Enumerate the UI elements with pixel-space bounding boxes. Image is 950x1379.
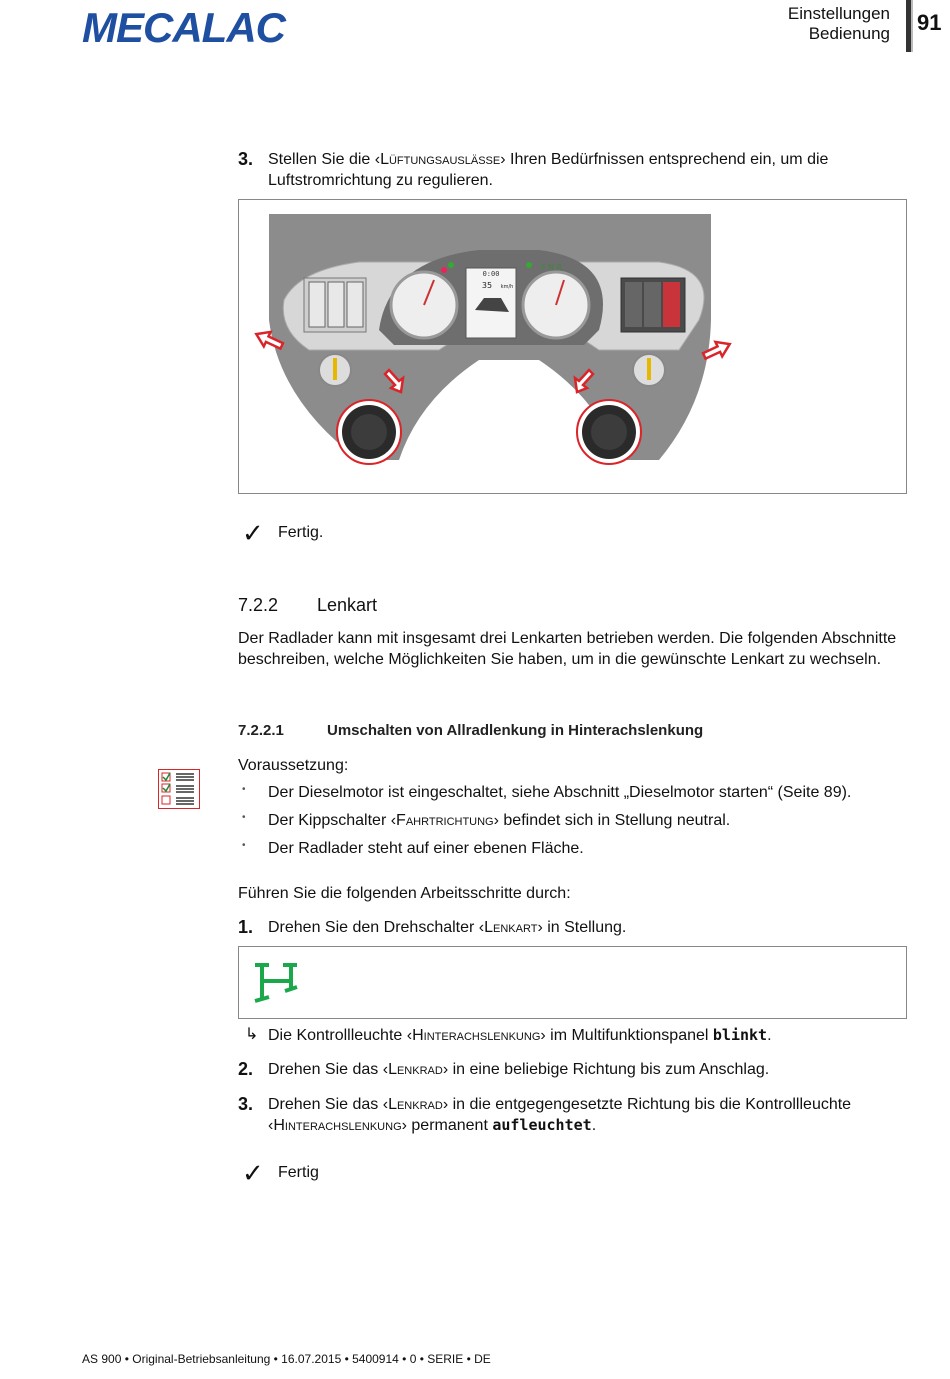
result-text: Die Kontrollleuchte ‹Hinterachslenkung› im Multifunktionspanel blinkt. bbox=[268, 1026, 772, 1044]
step-1: 1. Drehen Sie den Drehschalter ‹Lenkart› in Stellung. bbox=[238, 917, 627, 937]
done-text: Fertig. bbox=[278, 524, 324, 541]
subsection-title: Umschalten von Allradlenkung in Hinterachslenkung bbox=[327, 722, 704, 739]
done-text: Fertig bbox=[278, 1164, 319, 1181]
intro-text: Führen Sie die folgenden Arbeitsschritte durch: bbox=[238, 885, 571, 902]
header-divider-shadow bbox=[911, 0, 913, 52]
step-number: 2. bbox=[238, 1059, 254, 1079]
step-2: 2. Drehen Sie das ‹Lenkrad› in eine beliebige Richtung bis zum Anschlag. bbox=[238, 1059, 770, 1079]
step-3: 3. Drehen Sie das ‹Lenkrad› in die entgegengesetzte Richtung bis die Kontrollleuchte ‹Hinterachslenkung› permanent aufleuchtet. bbox=[238, 1094, 852, 1134]
header-title bbox=[788, 4, 890, 44]
header-chapter: Einstellungen bbox=[787, 4, 890, 23]
checklist-icon bbox=[158, 769, 200, 814]
step-3-ventilation: 3. Stellen Sie die ‹Lüftungsauslässe› Ihren Bedürfnissen entsprechend ein, um die Luftstromrichtung zu regulieren. bbox=[238, 149, 829, 189]
display-time: 0:00 bbox=[482, 270, 500, 278]
prereq-item: Der Kippschalter ‹Fahrtrichtung› befindet sich in Stellung neutral. bbox=[268, 812, 731, 829]
mecalac-logo bbox=[82, 6, 287, 55]
bullet: • bbox=[242, 812, 246, 823]
section-title: Lenkart bbox=[317, 595, 378, 615]
rear-axle-steering-icon bbox=[251, 959, 301, 1009]
section-number: 7.2.2 bbox=[238, 595, 279, 615]
svg-text:MECALAC: MECALAC bbox=[82, 6, 285, 50]
subsection-number: 7.2.2.1 bbox=[238, 722, 284, 739]
checkmark-icon: ✓ bbox=[242, 518, 264, 548]
prereq-label: Voraussetzung: bbox=[238, 757, 349, 774]
control-name: Lüftungsauslässe bbox=[380, 151, 501, 168]
display-speed: 35 bbox=[481, 281, 493, 290]
step-number: 3. bbox=[238, 149, 254, 169]
checkmark-icon: ✓ bbox=[242, 1158, 264, 1188]
control-name: Lenkrad bbox=[388, 1061, 443, 1078]
page-number: 91 bbox=[917, 10, 942, 35]
prereq-item: Der Radlader steht auf einer ebenen Fläche. bbox=[268, 840, 584, 857]
dashboard-figure bbox=[238, 199, 907, 494]
section-body: Der Radlader kann mit insgesamt drei Lenkarten betrieben werden. Die folgenden Abschnitte beschreiben, welche Möglichkeiten Sie haben, um in die gewünschte Lenkart zu wechseln. bbox=[238, 630, 897, 668]
bullet: • bbox=[242, 784, 246, 795]
footer: AS 900 • Original-Betriebsanleitung • 16.07.2015 • 5400914 • 0 • SERIE • DE bbox=[82, 1352, 491, 1366]
display-unit: km/h bbox=[500, 284, 514, 290]
result-arrow-icon: ↳ bbox=[245, 1026, 259, 1043]
prereq-item: Der Dieselmotor ist eingeschaltet, siehe Abschnitt „Dieselmotor starten“ (Seite 89). bbox=[268, 784, 852, 801]
bullet: • bbox=[242, 840, 246, 851]
control-name: Lenkart bbox=[484, 919, 538, 936]
step-number: 1. bbox=[238, 917, 254, 937]
header-subchapter: Bedienung bbox=[808, 24, 890, 43]
step-number: 3. bbox=[238, 1094, 254, 1114]
direction-indicator: F N R bbox=[541, 263, 563, 272]
dashboard-illustration bbox=[239, 200, 906, 493]
steering-mode-figure bbox=[238, 946, 907, 1019]
